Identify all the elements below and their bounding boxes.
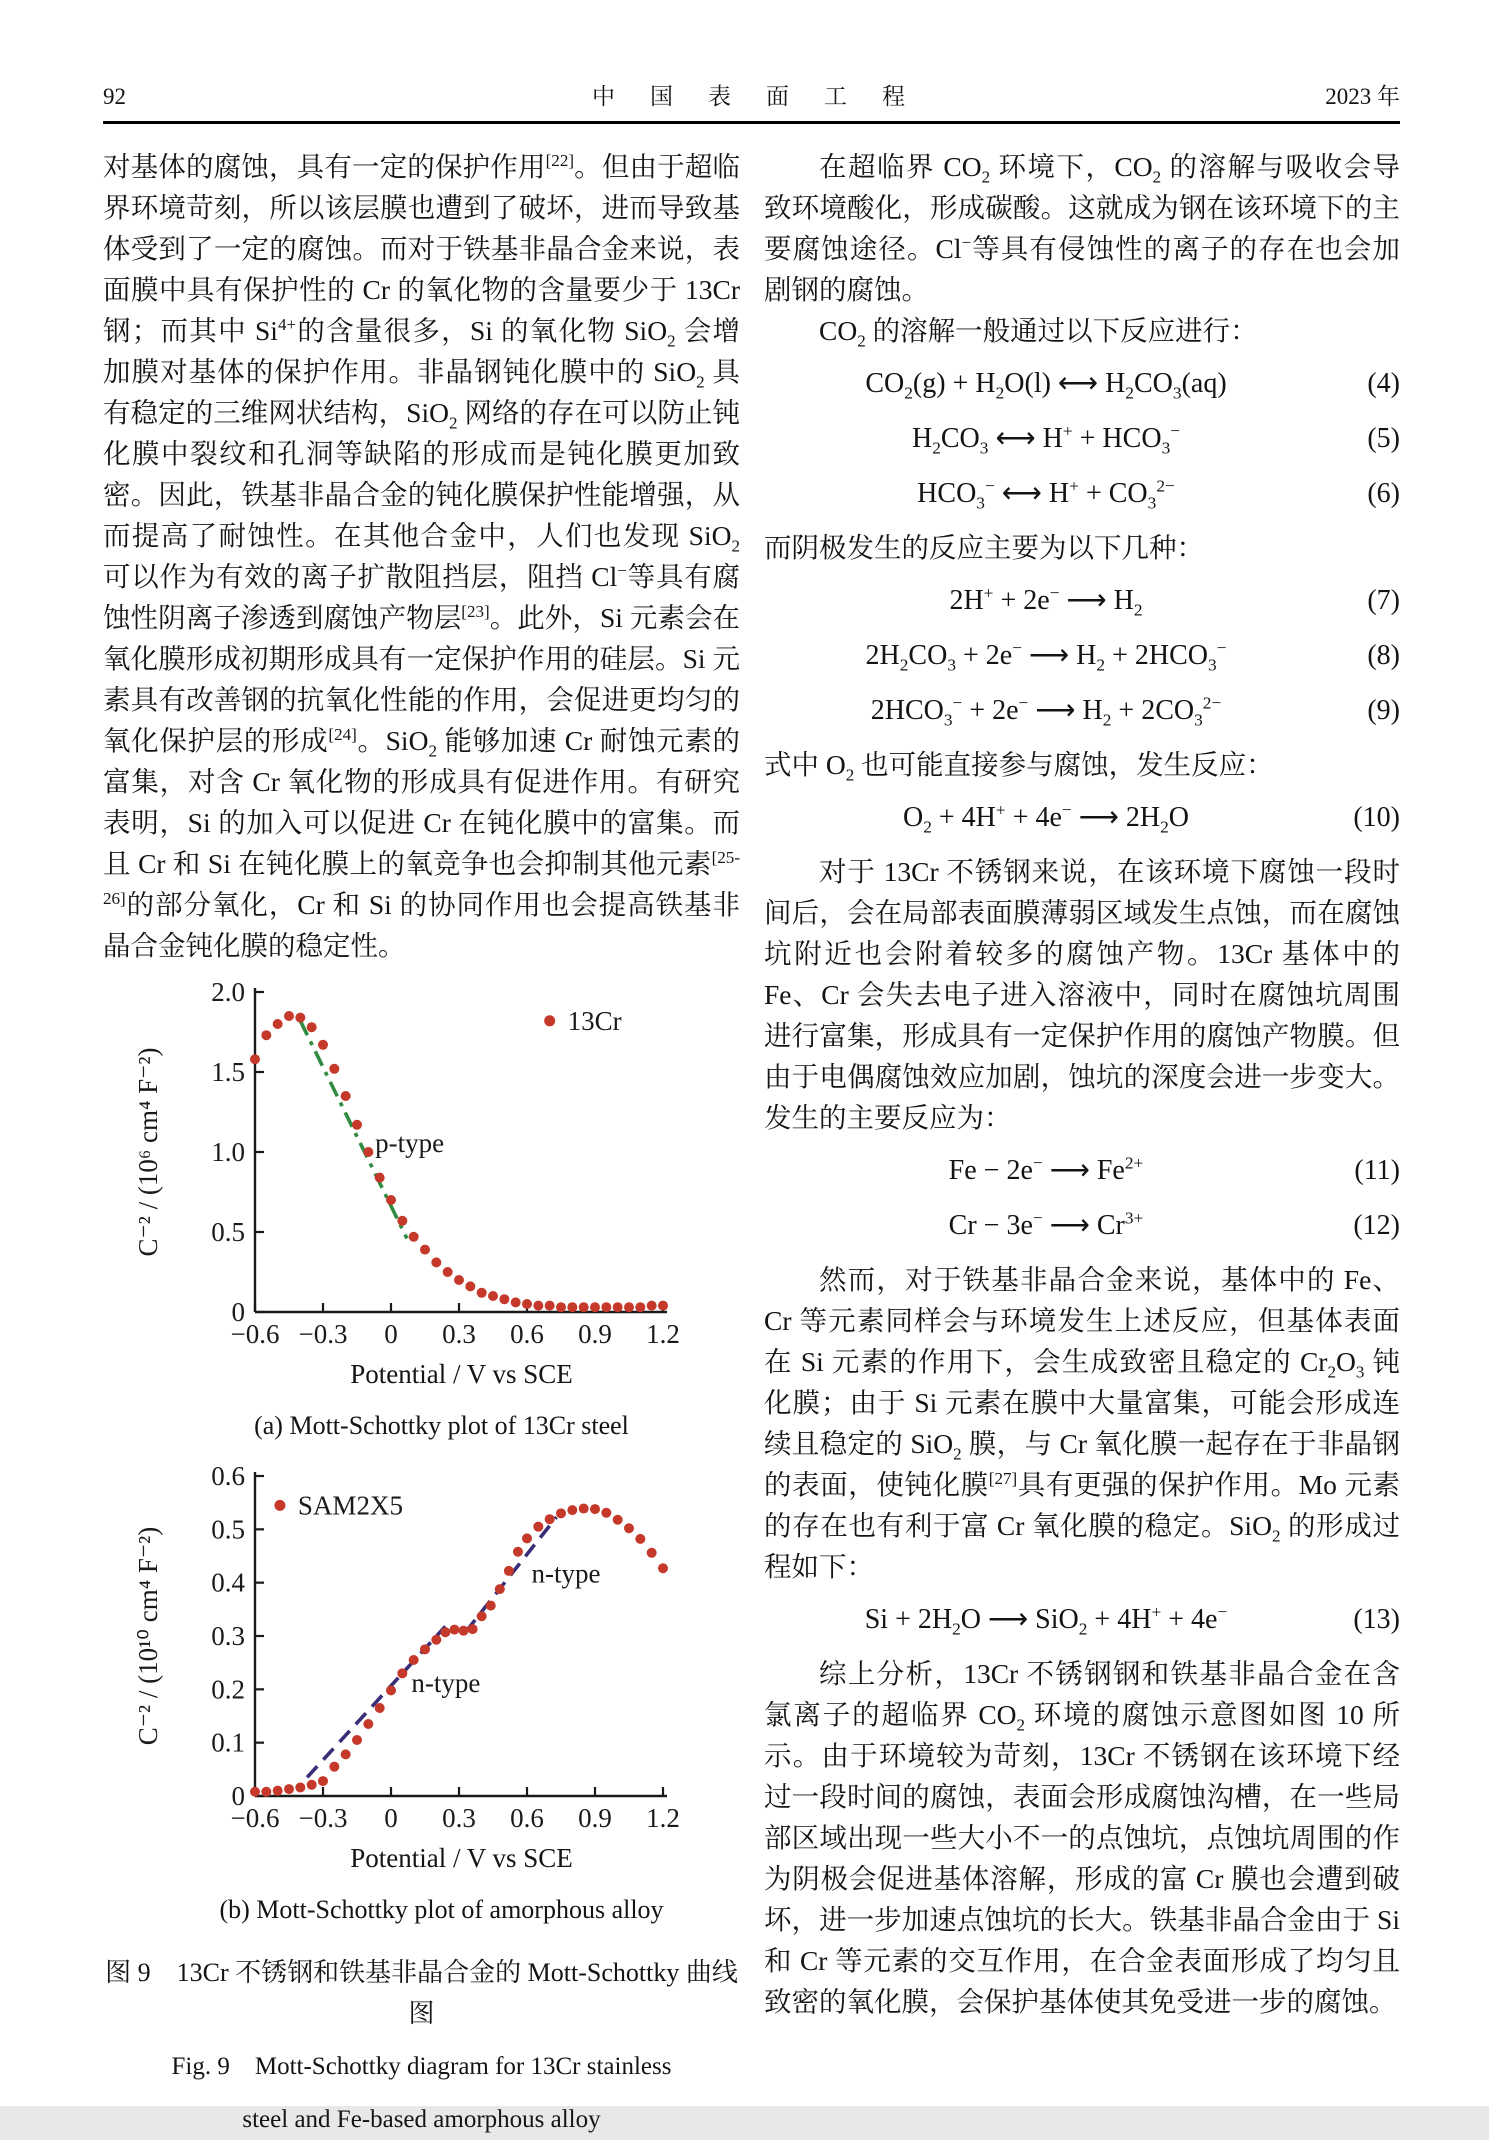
equation-4 xyxy=(764,362,1400,406)
equation-number: (5) xyxy=(1367,423,1400,454)
y-axis-label: C⁻² / (10⁶ cm⁴ F⁻²) xyxy=(133,1047,163,1257)
x-tick-label: 0 xyxy=(384,1319,398,1349)
x-tick-label: −0.3 xyxy=(298,1803,348,1833)
equation-body: $H_2CO_3$ ⟷ $H^+ + HCO_3^-$ xyxy=(911,421,1181,458)
issue-year: 2023 年 xyxy=(1325,84,1400,109)
y-tick-label: 0.1 xyxy=(211,1727,245,1758)
x-tick-label: −0.3 xyxy=(298,1319,348,1349)
paragraph: $CO_2$ 的溶解一般通过以下反应进行： xyxy=(819,315,1258,351)
equation-number: (8) xyxy=(1367,640,1400,671)
paragraph: 而阴极发生的反应主要为以下几种： xyxy=(764,532,1204,563)
figure9-caption-zh: 图 9 13Cr 不锈钢和铁基非晶合金的 Mott-Schottky 曲线图 xyxy=(105,1958,738,2028)
figure9-caption-en-line2: steel and Fe-based amorphous alloy xyxy=(242,2106,601,2133)
axes xyxy=(211,1461,680,1833)
x-tick-label: 1.2 xyxy=(646,1803,680,1833)
mott-schottky-chart-sam2x5 xyxy=(103,1452,740,1836)
paragraph: 式中 $O_2$ 也可能直接参与腐蚀，发生反应： xyxy=(764,749,1274,785)
paragraph: 对基体的腐蚀，具有一定的保护作用[22]。但由于超临界环境苛刻，所以该层膜也遭到了破坏，进而导致基体受到了一定的腐蚀。而对于铁基非晶合金来说，表面膜中具有保护性的 Cr 的氧化物的含量要少于 13Cr 钢；而其中 $Si^{4+}$的含量很多，Si 的氧化物 SiO$_2$ 会增加膜对基体的保护作用。非晶钢钝化膜中的 SiO$_2$ 具有稳定的三维网状结构，SiO$_2$ 网络的存在可以防止钝化膜中裂纹和孔洞等缺陷的形成而是钝化膜更加致密。因此，铁基非晶合金的钝化膜保护性能增强，从而提高了耐蚀性。在其他合金中，人们也发现 SiO$_2$ 可以作为有效的离子扩散阻挡层，阻挡 Cl−等具有腐蚀性阴离子渗透到腐蚀产物层[23]。此外，Si 元素会在氧化膜形成初期形成具有一定保护作用的硅层。Si 元素具有改善钢的抗氧化性能的作用，会促进更均匀的氧化保护层的形成[24]。SiO$_2$ 能够加速 Cr 耐蚀元素的富集，对含 Cr 氧化物的形成具有促进作用。有研究表明，Si 的加入可以促进 Cr 在钝化膜中的富集。而且 Cr 和 Si 在钝化膜上的氧竞争也会抑制其他元素[25-26]的部分氧化，Cr 和 Si 的协同作用也会提高铁基非晶合金钝化膜的稳定性。 xyxy=(103,150,741,961)
x-tick-label: 0.6 xyxy=(510,1319,544,1349)
equation-5 xyxy=(764,417,1400,461)
y-tick-label: 1.5 xyxy=(211,1057,245,1087)
equation-12 xyxy=(764,1204,1400,1248)
two-column-body xyxy=(0,146,1489,2140)
equation-13 xyxy=(764,1598,1400,1642)
scatter-points-SAM2X5 xyxy=(250,1504,668,1797)
paragraph: 综上分析，13Cr 不锈钢钢和铁基非晶合金在含氯离子的超临界 $CO_2$ 环境的腐蚀示意图如图 10 所示。由于环境较为苛刻，13Cr 不锈钢在该环境下经过一段时间的腐蚀，表面会形成腐蚀沟槽，在一些局部区域出现一些大小不一的点蚀坑，点蚀坑周围的作为阴极会促进基体溶解，形成的富 Cr 膜也会遭到破坏，进一步加速点蚀坑的长大。铁基非晶合金由于 Si 和 Cr 等元素的交互作用，在合金表面形成了均匀且致密的氧化膜，会保护基体使其免受进一步的腐蚀。 xyxy=(764,1658,1401,2017)
legend-label: 13Cr xyxy=(567,1005,622,1036)
equation-number: (13) xyxy=(1353,1604,1400,1635)
equation-6 xyxy=(764,472,1400,516)
journal-title: 中 国 表 面 工 程 xyxy=(592,84,911,109)
equation-body: 2H+ + 2e− ⟶ $H_2$ xyxy=(949,583,1143,620)
y-tick-label: 0 xyxy=(231,1297,245,1327)
annotation-n-type: n-type xyxy=(411,1668,481,1698)
paragraph: 对于 13Cr 不锈钢来说，在该环境下腐蚀一段时间后，会在局部表面膜薄弱区域发生点蚀，而在腐蚀坑附近也会附着较多的腐蚀产物。13Cr 基体中的 Fe、Cr 会失去电子进入溶液中，同时在腐蚀坑周围进行富集，形成具有一定保护作用的腐蚀产物膜。但由于电偶腐蚀效应加剧，蚀坑的深度会进一步变大。发生的主要反应为： xyxy=(764,856,1400,1133)
x-tick-label: 1.2 xyxy=(646,1319,680,1349)
y-tick-label: 1.0 xyxy=(211,1137,245,1167)
paragraph: 在超临界 $CO_2$ 环境下，$CO_2$ 的溶解与吸收会导致环境酸化，形成碳酸。这就成为钢在该环境下的主要腐蚀途径。Cl−等具有侵蚀性的离子的存在也会加剧钢的腐蚀。 xyxy=(764,151,1401,305)
equation-10 xyxy=(764,796,1400,840)
scatter-points-13Cr xyxy=(250,1011,668,1312)
header-rule xyxy=(103,121,1400,124)
annotation-p-type: p-type xyxy=(375,1128,445,1158)
equation-9 xyxy=(764,689,1400,733)
x-tick-label: 0.6 xyxy=(510,1803,544,1833)
x-tick-label: 0.9 xyxy=(578,1803,612,1833)
right-column xyxy=(764,146,1400,2140)
equation-number: (7) xyxy=(1367,585,1400,616)
equation-body: $2HCO_3^- + 2e^-$ ⟶ $H_2 + 2CO_3^{2-}$ xyxy=(870,693,1222,730)
page-header xyxy=(0,0,1489,111)
left-column xyxy=(103,146,740,2140)
equation-number: (10) xyxy=(1353,802,1400,833)
legend-label: SAM2X5 xyxy=(297,1490,403,1521)
figure9-chart-b xyxy=(103,1452,740,1930)
paragraph: 然而，对于铁基非晶合金来说，基体中的 Fe、Cr 等元素同样会与环境发生上述反应，但基体表面在 Si 元素的作用下，会生成致密且稳定的 $Cr_2O_3$ 钝化膜；由于 Si 元素在膜中大量富集，可能会形成连续且稳定的 SiO$_2$ 膜，与 Cr 氧化膜一起存在于非晶钢的表面，使钝化膜[27]具有更强的保护作用。Mo 元素的存在也有利于富 Cr 氧化膜的稳定。SiO$_2$ 的形成过程如下： xyxy=(764,1264,1401,1582)
figure9-chart-a xyxy=(103,972,740,1446)
page-number: 92 xyxy=(103,84,126,109)
x-tick-label: −0.6 xyxy=(230,1803,280,1833)
chart-a-xlabel: Potential / V vs SCE xyxy=(350,1359,573,1389)
annotation-n-type: n-type xyxy=(531,1558,601,1589)
equation-11 xyxy=(764,1149,1400,1193)
equation-body: $2H_2CO_3 + 2e^-$ ⟶ $H_2 + 2HCO_3^-$ xyxy=(865,638,1227,675)
equation-8 xyxy=(764,634,1400,678)
y-tick-label: 0.3 xyxy=(211,1621,245,1651)
equation-7 xyxy=(764,579,1400,623)
y-tick-label: 2.0 xyxy=(211,977,245,1007)
equation-body: $Si + 2H_2O$ ⟶ SiO$_2$ + 4H+ + 4e− xyxy=(864,1602,1228,1639)
x-tick-label: 0.3 xyxy=(442,1319,476,1349)
equation-number: (4) xyxy=(1367,368,1400,399)
equation-body: Cr − 3e− ⟶ $Cr^{3+}$ xyxy=(948,1208,1144,1241)
x-tick-label: 0 xyxy=(384,1803,398,1833)
equation-number: (9) xyxy=(1367,695,1400,726)
y-axis-label: C⁻² / (10¹⁰ cm⁴ F⁻²) xyxy=(133,1526,163,1746)
figure9-caption-en-line1: Fig. 9 Mott-Schottky diagram for 13Cr stainless xyxy=(171,2053,672,2080)
x-tick-label: −0.6 xyxy=(230,1319,280,1349)
chart-a-caption: (a) Mott-Schottky plot of 13Cr steel xyxy=(254,1411,629,1440)
equation-number: (12) xyxy=(1353,1210,1400,1241)
equation-body: $HCO_3^-$ ⟷ $H^+ + CO_3^{2-}$ xyxy=(917,476,1175,513)
chart-b-caption: (b) Mott-Schottky plot of amorphous alloy xyxy=(219,1895,664,1924)
y-tick-label: 0.6 xyxy=(211,1461,245,1491)
equation-body: $O_2 + 4H^+ + 4e^-$ ⟶ $2H_2O$ xyxy=(902,800,1190,837)
equation-number: (11) xyxy=(1354,1155,1400,1186)
y-tick-label: 0.2 xyxy=(211,1674,245,1705)
equation-body: Fe − 2e− ⟶ $Fe^{2+}$ xyxy=(948,1153,1144,1186)
x-tick-label: 0.9 xyxy=(578,1319,612,1349)
equation-number: (6) xyxy=(1367,478,1400,509)
y-tick-label: 0.5 xyxy=(211,1514,245,1545)
legend xyxy=(544,1006,622,1036)
equation-body: $CO_2(g) + H_2O(l)$ ⟷ $H_2CO_3(aq)$ xyxy=(865,368,1227,403)
y-tick-label: 0.4 xyxy=(211,1567,245,1598)
chart-b-xlabel: Potential / V vs SCE xyxy=(350,1843,573,1873)
x-tick-label: 0.3 xyxy=(442,1803,476,1833)
y-tick-label: 0 xyxy=(231,1781,245,1811)
y-tick-label: 0.5 xyxy=(211,1217,245,1247)
mott-schottky-chart-13cr xyxy=(103,972,740,1352)
legend xyxy=(274,1490,403,1520)
